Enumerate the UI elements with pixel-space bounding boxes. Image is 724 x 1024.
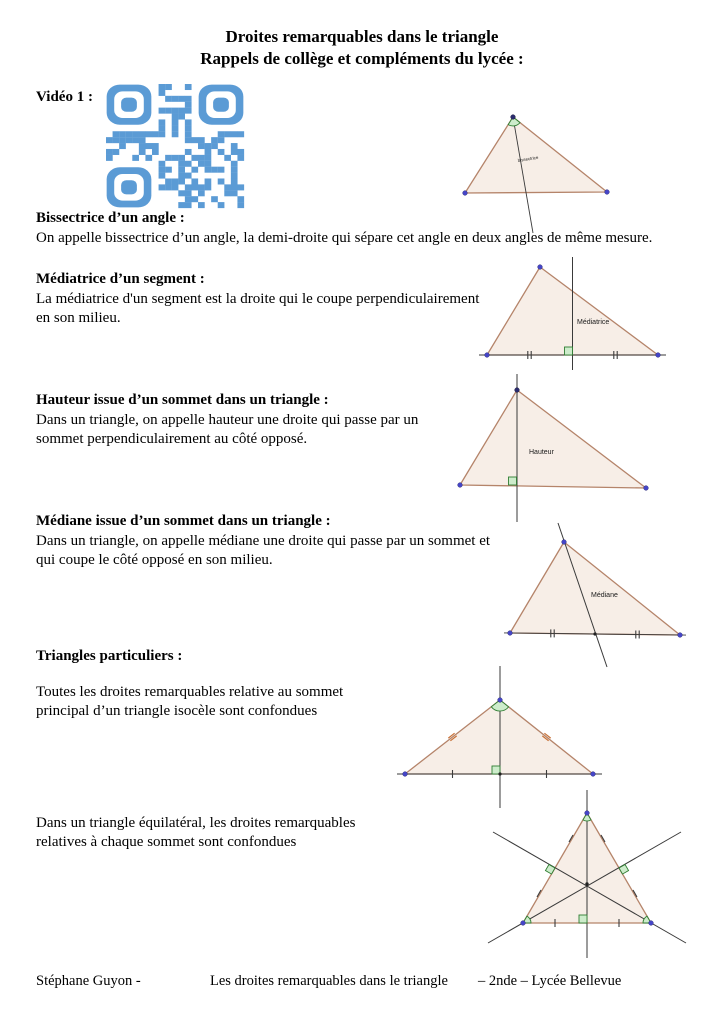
equilateral-text-line2: relatives à chaque sommet sont confondues: [36, 834, 297, 850]
vertex-point: [463, 191, 468, 196]
qr-code-image: [106, 84, 244, 208]
mediane-figure-label: Médiane: [591, 592, 618, 599]
video-label: Vidéo 1 :: [36, 89, 93, 105]
qr-code: [106, 84, 244, 208]
midpoint-dot: [593, 632, 596, 635]
vertex-point: [498, 698, 503, 703]
right-angle-mark: [565, 347, 573, 355]
hauteur-heading: Hauteur issue d’un sommet dans un triangle :: [36, 392, 329, 408]
equilateral-text-line1: Dans un triangle équilatéral, les droites remarquables: [36, 815, 356, 831]
mediane-text-line2: qui coupe le côté opposé en son milieu.: [36, 552, 273, 568]
triangle-shape: [460, 390, 646, 488]
vertex-point: [458, 483, 463, 488]
right-angle-mark: [509, 477, 517, 485]
mediane-figure: [492, 512, 712, 670]
vertex-point: [644, 486, 649, 491]
vertex-point: [656, 353, 661, 358]
bissectrice-figure: [448, 103, 623, 238]
vertex-point: [591, 772, 596, 777]
vertex-point: [538, 265, 543, 270]
hauteur-figure-label: Hauteur: [529, 449, 554, 456]
bissectrice-figure-label: bissectrice: [517, 154, 539, 163]
footer-author: Stéphane Guyon -: [36, 973, 141, 989]
mediane-heading: Médiane issue d’un sommet dans un triangle :: [36, 513, 331, 529]
bissectrice-heading: Bissectrice d’un angle :: [36, 210, 185, 226]
isocele-text-line2: principal d’un triangle isocèle sont confondues: [36, 703, 318, 719]
vertex-point: [511, 115, 516, 120]
mediatrice-text-line1: La médiatrice d'un segment est la droite qui le coupe perpendiculairement: [36, 291, 480, 307]
vertex-point: [485, 353, 490, 358]
isocele-text-line1: Toutes les droites remarquables relative au sommet: [36, 684, 344, 700]
triangle-shape: [510, 542, 680, 635]
equilateral-figure: [478, 788, 713, 960]
midpoint-dot: [498, 772, 501, 775]
vertex-point: [403, 772, 408, 777]
mediatrice-figure: [472, 256, 697, 371]
center-point: [585, 882, 588, 885]
vertex-point: [562, 540, 567, 545]
particuliers-heading: Triangles particuliers :: [36, 648, 183, 664]
vertex-point: [585, 811, 590, 816]
mediatrice-text-line2: en son milieu.: [36, 310, 121, 326]
mediatrice-figure-label: Médiatrice: [577, 319, 610, 326]
right-angle-mark: [492, 766, 500, 774]
page-title: Droites remarquables dans le triangle: [225, 27, 499, 46]
vertex-point: [521, 921, 526, 926]
vertex-point: [508, 631, 513, 636]
vertex-point: [605, 190, 610, 195]
footer-title: Les droites remarquables dans le triangle: [210, 973, 448, 989]
page-subtitle: Rappels de collège et compléments du lycée :: [200, 49, 524, 68]
hauteur-figure: [443, 373, 701, 523]
mediane-text-line1: Dans un triangle, on appelle médiane une droite qui passe par un sommet et: [36, 533, 491, 549]
vertex-point: [649, 921, 654, 926]
vertex-point: [515, 388, 520, 393]
bissectrice-text: On appelle bissectrice d’un angle, la demi-droite qui sépare cet angle en deux angles de même mesure.: [36, 230, 653, 246]
vertex-point: [678, 633, 683, 638]
footer-class: – 2nde – Lycée Bellevue: [478, 973, 622, 989]
right-angle-mark: [579, 915, 587, 923]
hauteur-text-line2: sommet perpendiculairement au côté opposé.: [36, 431, 308, 447]
hauteur-text-line1: Dans un triangle, on appelle hauteur une droite qui passe par un: [36, 412, 419, 428]
mediatrice-heading: Médiatrice d’un segment :: [36, 271, 205, 287]
